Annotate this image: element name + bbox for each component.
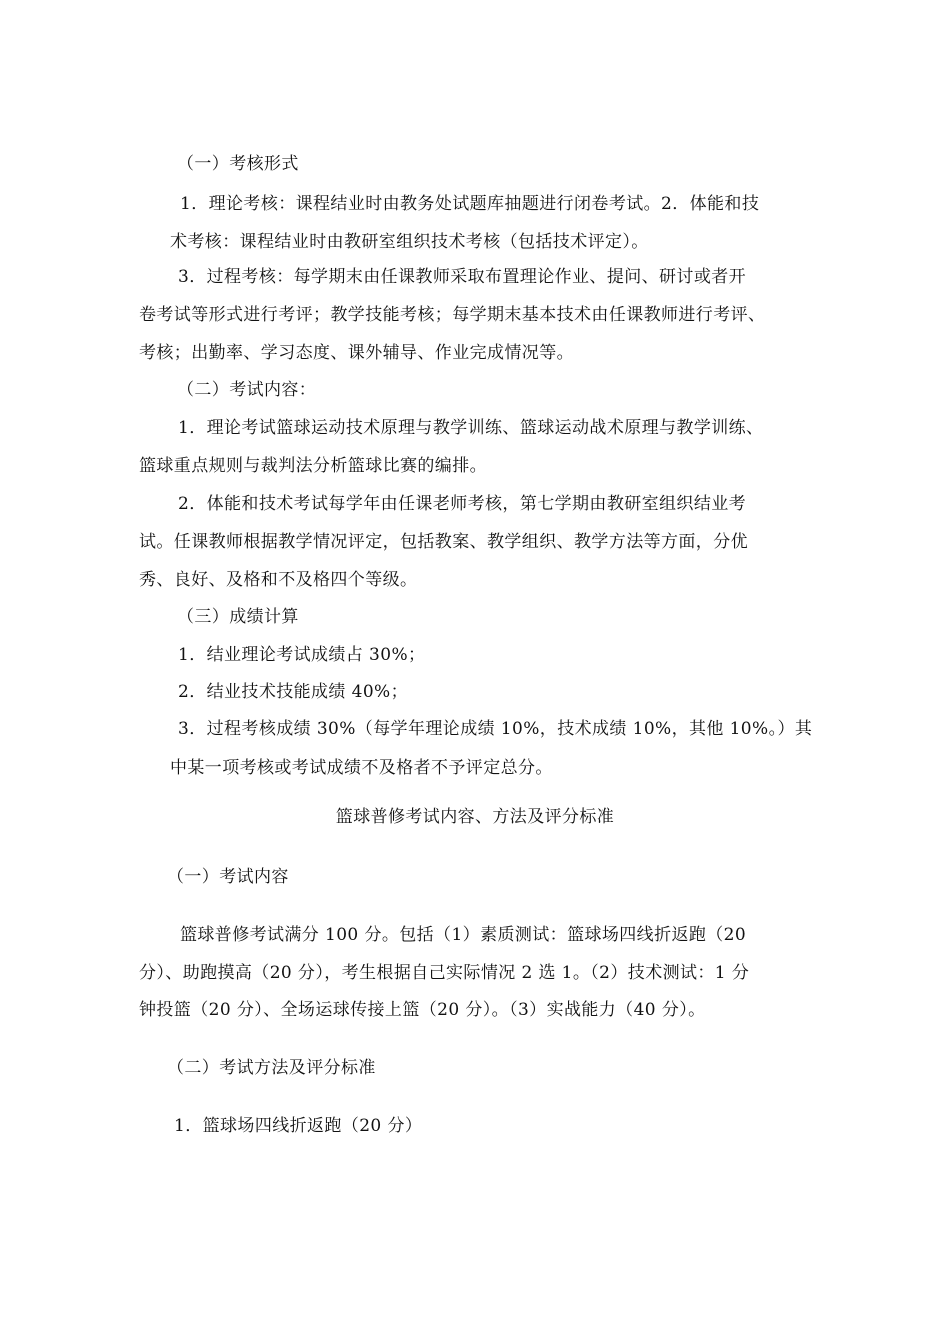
section-heading-methods-scoring: （二）考试方法及评分标准	[167, 1058, 376, 1078]
paragraph-line: 试。任课教师根据教学情况评定，包括教案、教学组织、教学方法等方面，分优	[139, 532, 748, 552]
section-heading-exam-content-2: （一）考试内容	[167, 867, 289, 887]
paragraph-line: 3．过程考核：每学期末由任课教师采取布置理论作业、提问、研讨或者开	[178, 267, 747, 287]
list-item: 2．结业技术技能成绩 40%；	[178, 682, 409, 702]
paragraph-line: 考核；出勤率、学习态度、课外辅导、作业完成情况等。	[139, 343, 574, 363]
paragraph-line: 1．理论考试篮球运动技术原理与教学训练、篮球运动战术原理与教学训练、	[178, 418, 764, 438]
paragraph-line: 篮球普修考试满分 100 分。包括（1）素质测试：篮球场四线折返跑（20	[180, 925, 747, 945]
section-heading-exam-content: （二）考试内容：	[177, 380, 317, 400]
document-title: 篮球普修考试内容、方法及评分标准	[335, 807, 615, 827]
paragraph-line: 分）、助跑摸高（20 分），考生根据自己实际情况 2 选 1。（2）技术测试：1 分	[139, 963, 750, 983]
list-item: 3．过程考核成绩 30%（每学年理论成绩 10%，技术成绩 10%，其他 10%。）其	[178, 719, 813, 739]
paragraph-line: 2．体能和技术考试每学年由任课老师考核，第七学期由教研室组织结业考	[178, 494, 747, 514]
list-item: 中某一项考核或考试成绩不及格者不予评定总分。	[170, 758, 553, 778]
paragraph-line: 1．理论考核：课程结业时由教务处试题库抽题进行闭卷考试。2．体能和技	[180, 194, 760, 214]
list-item: 1．篮球场四线折返跑（20 分）	[174, 1116, 423, 1136]
paragraph-line: 秀、良好、及格和不及格四个等级。	[139, 570, 418, 590]
paragraph-line: 篮球重点规则与裁判法分析篮球比赛的编排。	[139, 456, 487, 476]
paragraph-line: 术考核：课程结业时由教研室组织技术考核（包括技术评定）。	[170, 232, 649, 252]
section-heading-assessment-form: （一）考核形式	[177, 154, 299, 174]
paragraph-line: 卷考试等形式进行考评；教学技能考核；每学期末基本技术由任课教师进行考评、	[139, 305, 766, 325]
paragraph-line: 钟投篮（20 分）、全场运球传接上篮（20 分）。（3）实战能力（40 分）。	[139, 1000, 706, 1020]
list-item: 1．结业理论考试成绩占 30%；	[178, 645, 426, 665]
section-heading-score-calculation: （三）成绩计算	[177, 607, 299, 627]
